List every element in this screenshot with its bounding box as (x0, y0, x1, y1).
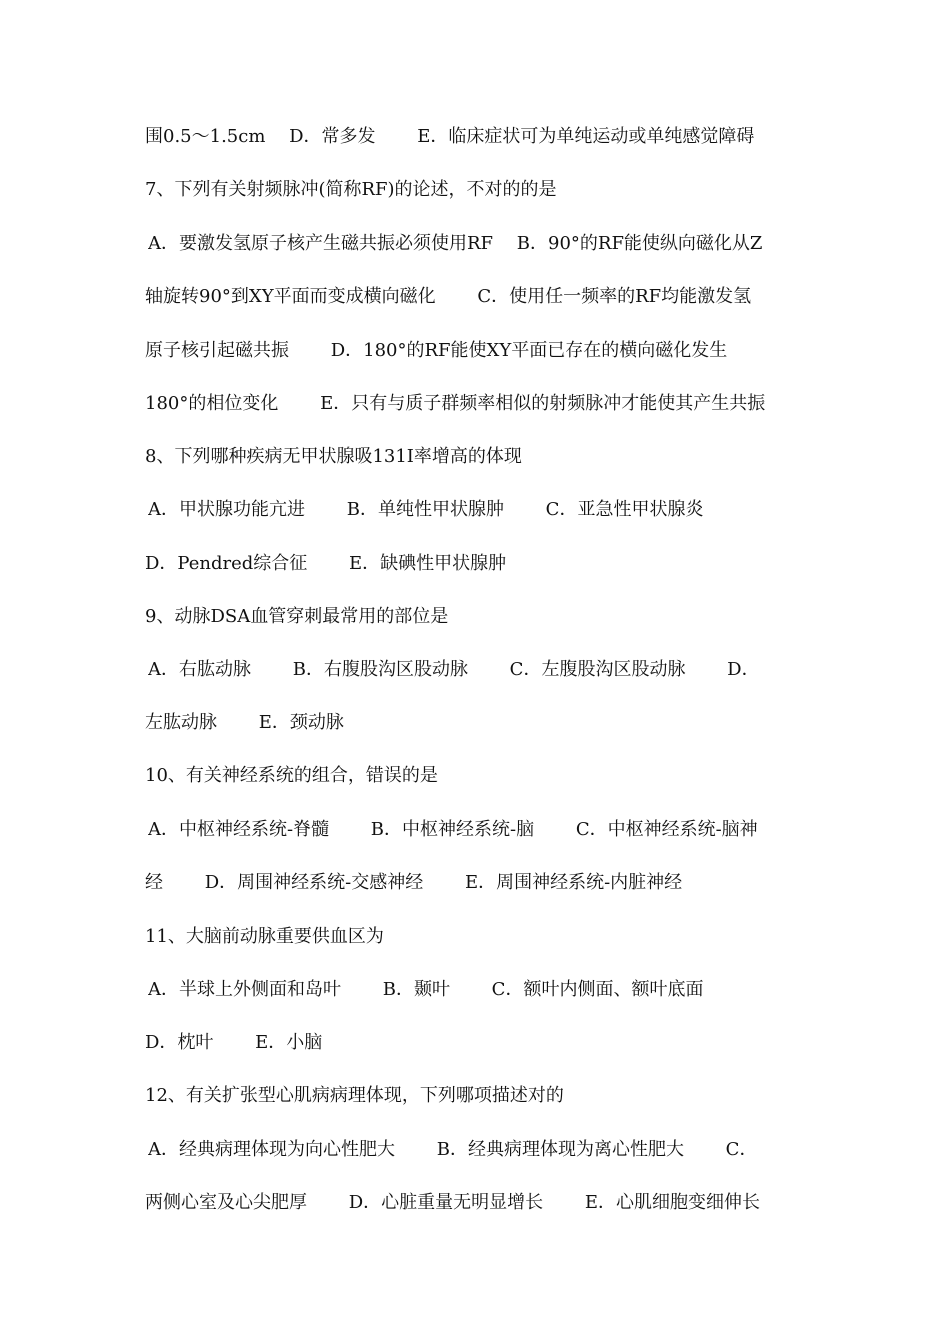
options-line: A．要激发氢原子核产生磁共振必须使用RF B．90°的RF能使纵向磁化从Z (148, 233, 763, 254)
question-9: 9、动脉DSA血管穿刺最常用的部位是 (145, 606, 449, 627)
question-7: 7、下列有关射频脉冲(简称RF)的论述，不对的的是 (145, 179, 557, 200)
options-line: A．经典病理体现为向心性肥大 B．经典病理体现为离心性肥大 C． (148, 1139, 758, 1160)
options-line: 原子核引起磁共振 D．180°的RF能使XY平面已存在的横向磁化发生 (145, 340, 728, 361)
text-line: 围0.5～1.5cm D．常多发 E．临床症状可为单纯运动或单纯感觉障碍 (145, 126, 755, 147)
options-line: A．甲状腺功能亢进 B．单纯性甲状腺肿 C．亚急性甲状腺炎 (148, 499, 704, 520)
options-line: 两侧心室及心尖肥厚 D．心脏重量无明显增长 E．心肌细胞变细伸长 (145, 1192, 761, 1213)
options-line: D．枕叶 E．小脑 (145, 1032, 323, 1053)
options-line: A．中枢神经系统-脊髓 B．中枢神经系统-脑 C．中枢神经系统-脑神 (148, 819, 758, 840)
question-12: 12、有关扩张型心肌病病理体现，下列哪项描述对的 (145, 1085, 564, 1106)
question-8: 8、下列哪种疾病无甲状腺吸131I率增高的体现 (145, 446, 522, 467)
options-line: A．半球上外侧面和岛叶 B．颞叶 C．额叶内侧面、额叶底面 (148, 979, 704, 1000)
question-10: 10、有关神经系统的组合，错误的是 (145, 765, 438, 786)
question-11: 11、大脑前动脉重要供血区为 (145, 926, 384, 947)
options-line: 左肱动脉 E．颈动脉 (145, 712, 344, 733)
options-line: 180°的相位变化 E．只有与质子群频率相似的射频脉冲才能使其产生共振 (145, 393, 766, 414)
options-line: D．Pendred综合征 E．缺碘性甲状腺肿 (145, 553, 507, 574)
options-line: 轴旋转90°到XY平面而变成横向磁化 C．使用任一频率的RF均能激发氢 (145, 286, 752, 307)
options-line: A．右肱动脉 B．右腹股沟区股动脉 C．左腹股沟区股动脉 D． (148, 659, 760, 680)
options-line: 经 D．周围神经系统-交感神经 E．周围神经系统-内脏神经 (145, 872, 683, 893)
